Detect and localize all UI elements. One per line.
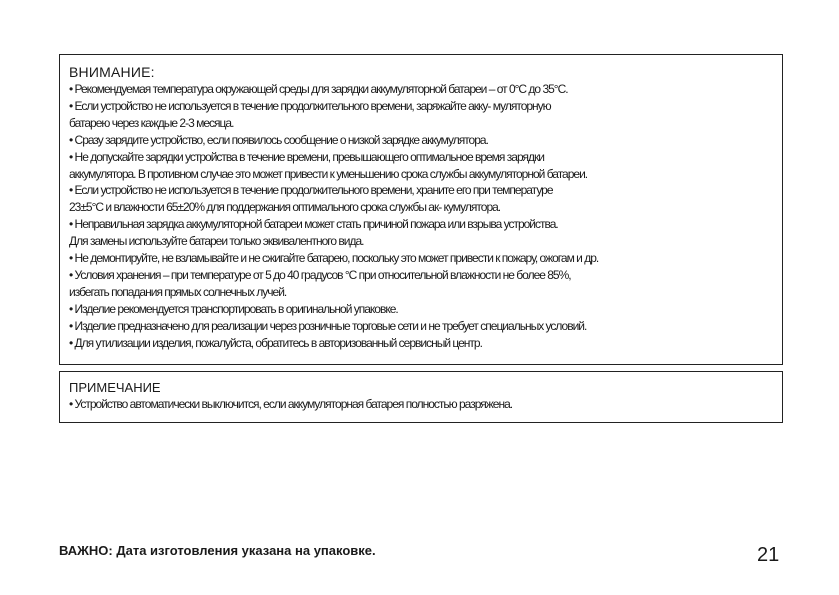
warning-line: • Рекомендуемая температура окружающей среды для зарядки аккумуляторной батареи – от 0°C до 35°C. (69, 82, 568, 96)
warning-box (59, 54, 783, 365)
warning-line: батарею через каждые 2-3 месяца. (69, 115, 234, 130)
warning-line: аккумулятора. В противном случае это может привести к уменьшению срока службы аккумуляторной батареи. (69, 166, 588, 181)
note-list (69, 396, 782, 412)
warning-line: • Условия хранения – при температуре от 5 до 40 градусов °С при относительной влажности не более 85%, (69, 267, 571, 282)
warning-line: избегать попадания прямых солнечных лучей. (69, 284, 287, 299)
warning-list (69, 81, 782, 352)
warning-line: • Не демонтируйте, не взламывайте и не сжигайте батарею, поскольку это может привести к пожару, ожогам и др. (69, 251, 599, 266)
warning-line: • Если устройство не используется в течение продолжительного времени, храните его при температуре (69, 183, 553, 198)
warning-title: ВНИМАНИЕ: (69, 64, 155, 80)
note-title: ПРИМЕЧАНИЕ (69, 380, 161, 395)
warning-line: • Изделие предназначено для реализации через розничные торговые сети и не требует специальных условий. (69, 318, 587, 333)
note-line: • Устройство автоматически выключится, если аккумуляторная батарея полностью разряжена. (69, 397, 513, 411)
important-text: Дата изготовления указана на упаковке. (112, 543, 376, 558)
manufacture-date-notice (59, 542, 376, 560)
warning-line: Для замены используйте батареи только эквивалентного вида. (69, 234, 364, 249)
note-box (59, 371, 783, 423)
warning-line: 23±5°C и влажности 65±20% для поддержания оптимального срока службы ак- кумулятора. (69, 200, 501, 215)
page-number: 21 (757, 544, 780, 566)
important-label: ВАЖНО: (59, 543, 113, 558)
warning-line: • Сразу зарядите устройство, если появилось сообщение о низкой зарядке аккумулятора. (69, 132, 488, 147)
warning-line: • Если устройство не используется в течение продолжительного времени, заряжайте акку- муляторную (69, 98, 551, 113)
warning-line: • Изделие рекомендуется транспортировать в оригинальной упаковке. (69, 301, 398, 316)
warning-line: • Не допускайте зарядки устройства в течение времени, превышающего оптимальное время зарядки (69, 149, 544, 164)
warning-line: • Неправильная зарядка аккумуляторной батареи может стать причиной пожара или взрыва устройства. (69, 217, 558, 232)
warning-line: • Для утилизации изделия, пожалуйста, обратитесь в авторизованный сервисный центр. (69, 335, 482, 350)
